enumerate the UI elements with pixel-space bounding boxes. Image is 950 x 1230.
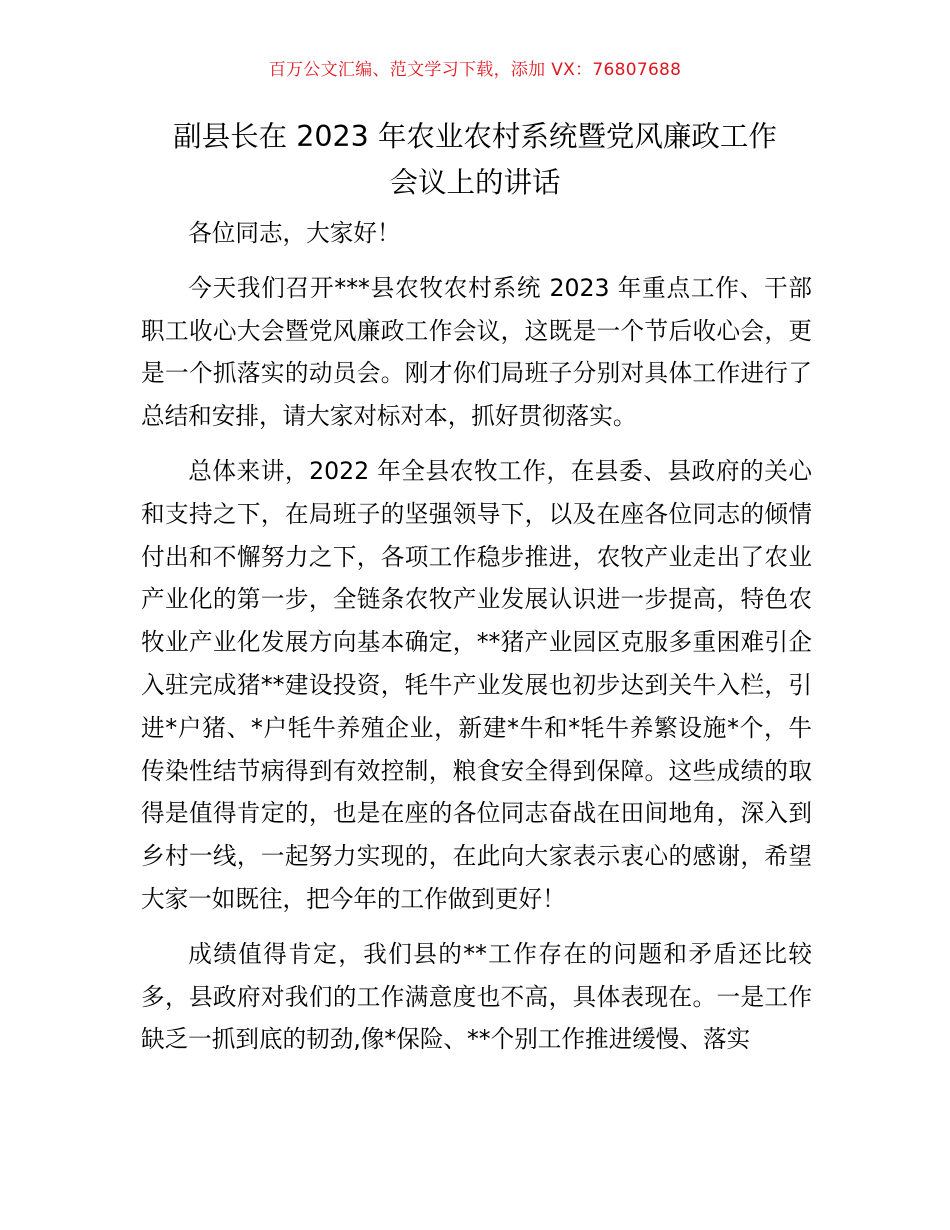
document-title-line-2: 会议上的讲话 xyxy=(389,166,561,199)
greeting-paragraph: 各位同志，大家好！ xyxy=(188,219,401,247)
document-title-line-1: 副县长在 2023 年农业农村系统暨党风廉政工作 xyxy=(173,120,777,153)
body-paragraph-1: 今天我们召开***县农牧农村系统 2023 年重点工作、干部职工收心大会暨党风廉政工作会议，这既是一个节后收心会，更是一个抓落实的动员会。刚才你们局班子分别对具体工作进行了总结和安排，请大家对标对本，抓好贯彻落实。 xyxy=(141,273,812,431)
body-paragraph-3: 成绩值得肯定，我们县的**工作存在的问题和矛盾还比较多，县政府对我们的工作满意度也不高，具体表现在。一是工作缺乏一抓到底的韧劲,像*保险、**个别工作推进缓慢、落实 xyxy=(141,939,812,1054)
document-title xyxy=(140,114,810,206)
body-paragraph-2: 总体来讲，2022 年全县农牧工作，在县委、县政府的关心和支持之下，在局班子的坚强领导下，以及在座各位同志的倾情付出和不懈努力之下，各项工作稳步推进，农牧产业走出了农业产业化的第一步，全链条农牧产业发展认识进一步提高，特色农牧业产业化发展方向基本确定，**猪产业园区克服多重困难引企入驻完成猪**建设投资，牦牛产业发展也初步达到关牛入栏，引进*户猪、*户牦牛养殖企业，新建*牛和*牦牛养繁设施*个，牛传染性结节病得到有效控制，粮食安全得到保障。这些成绩的取得是值得肯定的，也是在座的各位同志奋战在田间地角，深入到乡村一线，一起努力实现的，在此向大家表示衷心的感谢，希望大家一如既往，把今年的工作做到更好！ xyxy=(141,456,812,913)
document-body xyxy=(141,212,812,1073)
header-download-note: 百万公文汇编、范文学习下载，添加 VX：76807688 xyxy=(268,60,682,80)
